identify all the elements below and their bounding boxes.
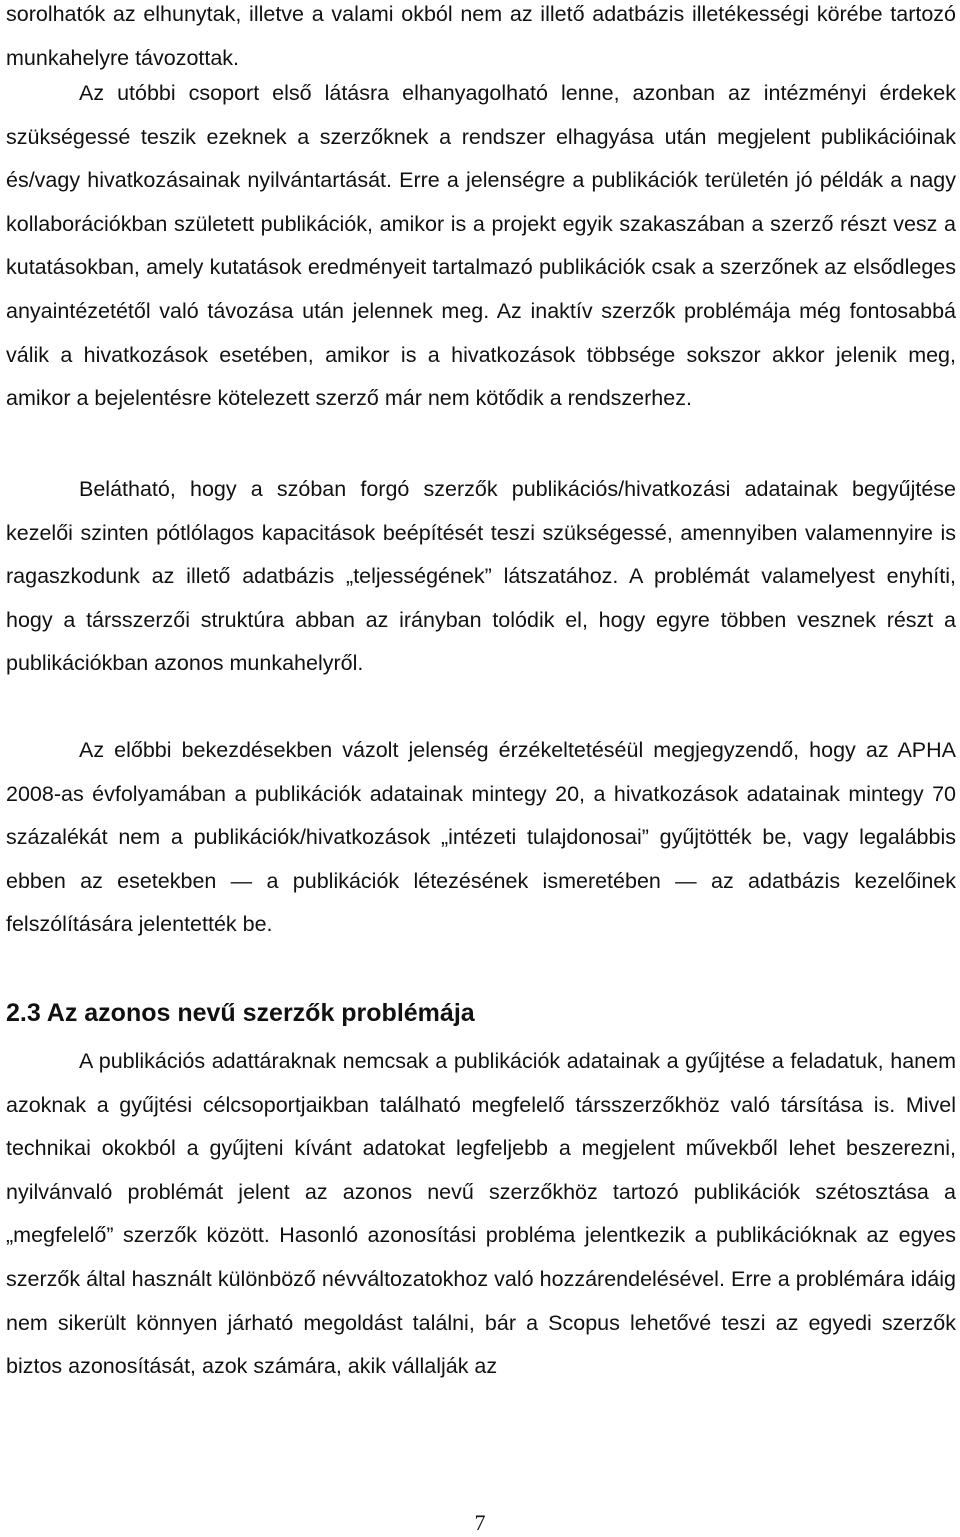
- page-number: 7: [474, 1510, 486, 1535]
- paragraph-same-name-authors: A publikációs adattáraknak nemcsak a publikációk adatainak a gyűjtése a feladatuk, hanem azoknak a gyűjtési célcsoportjaikban található megfelelő társszerzőkhöz való társítása is. Mivel technikai okokból a gyűjteni kívánt adatokat legfeljebb a megjelent művekből lehet beszerezni, nyilvánvaló problémát jelent az azonos nevű szerzőkhöz tartozó publikációk szétosztása a „megfelelő” szerzők között. Hasonló azonosítási probléma jelentkezik a publikációknak az egyes szerzők által használt különböző névváltozatokhoz való hozzárendelésével. Erre a problémára idáig nem sikerült könnyen járható megoldást találni, bár a Scopus lehetővé teszi az egyedi szerzők biztos azonosítását, azok számára, akik vállalják az: [6, 1049, 956, 1379]
- paragraph-continuation: sorolhatók az elhunytak, illetve a valami okból nem az illető adatbázis illetékességi körébe tartozó munkahelyre távozottak.: [6, 2, 956, 70]
- paragraph-inactive-authors: Az utóbbi csoport első látásra elhanyagolható lenne, azonban az intézményi érdekek szükségessé teszik ezeknek a szerzőknek a rendszer elhagyása után megjelent publikációinak és/vagy hivatkozásainak nyilvántartását. Erre a jelenségre a publikációk területén jó példák a nagy kollaborációkban született publikációk, amikor is a projekt egyik szakaszában a szerző részt vesz a kutatásokban, amely kutatások eredményeit tartalmazó publikációk csak a szerzőnek az elsődleges anyaintézetétől való távozása után jelennek meg. Az inaktív szerzők problémája még fontosabbá válik a hivatkozások esetében, amikor is a hivatkozások többsége sokszor akkor jelenik meg, amikor a bejelentésre kötelezett szerző már nem kötődik a rendszerhez.: [6, 81, 956, 411]
- section-heading: 2.3 Az azonos nevű szerzők problémája: [6, 999, 475, 1027]
- paragraph-capacity: Belátható, hogy a szóban forgó szerzők publikációs/hivatkozási adatainak begyűjtése kezelői szinten pótlólagos kapacitások beépítését teszi szükségessé, amennyiben valamennyire is ragaszkodunk az illető adatbázis „teljességének” látszatához. A problémát valamelyest enyhíti, hogy a társszerzői struktúra abban az irányban tolódik el, hogy egyre többen vesznek részt a publikációkban azonos munkahelyről.: [6, 477, 956, 676]
- paragraph-apha-example: Az előbbi bekezdésekben vázolt jelenség érzékeltetéséül megjegyzendő, hogy az APHA 2008-as évfolyamában a publikációk adatainak mintegy 20, a hivatkozások adatainak mintegy 70 százalékát nem a publikációk/hivatkozások „intézeti tulajdonosai” gyűjtötték be, vagy legalábbis ebben az esetekben — a publikációk létezésének ismeretében — az adatbázis kezelőinek felszólítására jelentették be.: [6, 738, 956, 937]
